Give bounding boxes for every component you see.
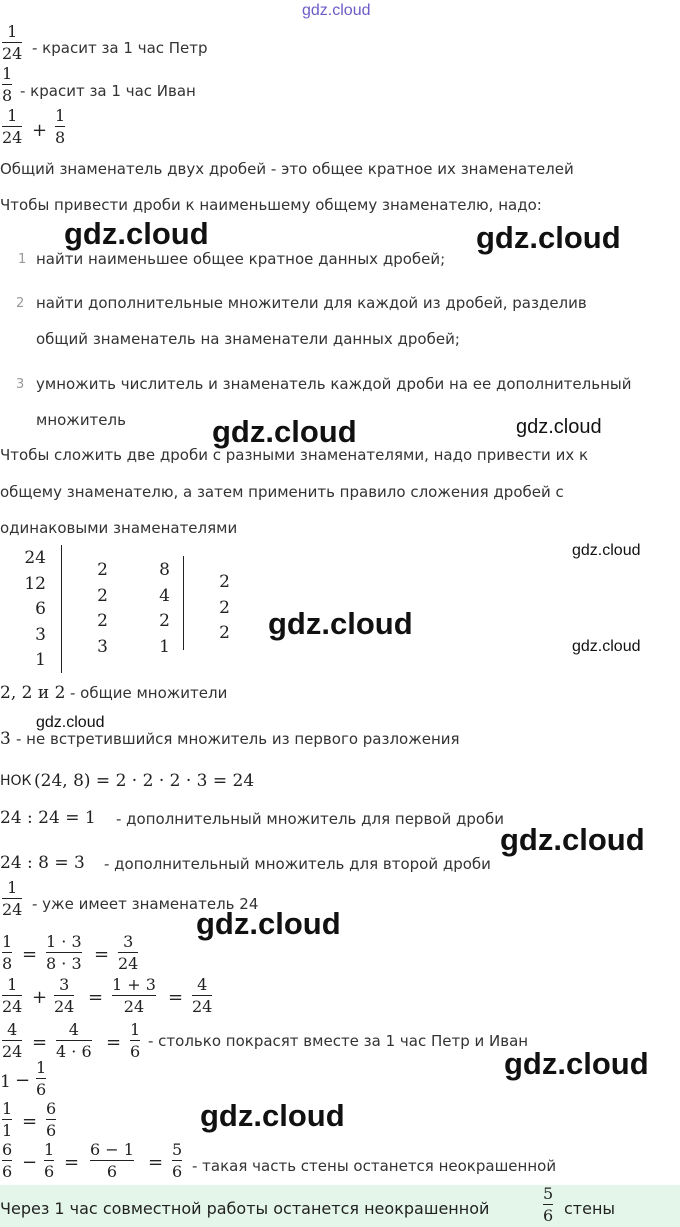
fraction: 1 · 3 8 · 3 bbox=[46, 932, 82, 973]
multiplier-1-text: - дополнительный множитель для первой дроби bbox=[116, 810, 505, 828]
fraction: 1 24 bbox=[2, 878, 23, 919]
watermark: gdz.cloud bbox=[196, 906, 341, 941]
plus-sign: + bbox=[32, 987, 48, 1008]
equals-sign: = bbox=[88, 987, 104, 1008]
equals-sign: = bbox=[94, 944, 110, 965]
step-text: найти дополнительные множители для каждой из дробей, разделив bbox=[36, 294, 587, 312]
step-text-continued: множитель bbox=[36, 411, 126, 429]
fraction: 6 − 1 6 bbox=[90, 1140, 134, 1181]
watermark: gdz.cloud bbox=[200, 1098, 345, 1133]
sum-fraction-b: 1 8 bbox=[55, 106, 66, 147]
step-number: 3 bbox=[16, 377, 25, 392]
fraction: 4 24 bbox=[192, 975, 213, 1016]
step-number: 2 bbox=[16, 296, 25, 311]
has-denominator-text: - уже имеет знаменатель 24 bbox=[32, 895, 259, 913]
watermark: gdz.cloud bbox=[64, 216, 209, 251]
watermark: gdz.cloud bbox=[476, 220, 621, 255]
equals-sign: = bbox=[148, 1152, 164, 1173]
equals-sign: = bbox=[22, 944, 38, 965]
fraction: 1 6 bbox=[44, 1140, 55, 1181]
watermark: gdz.cloud bbox=[268, 606, 413, 641]
plus-sign: + bbox=[32, 120, 48, 141]
step-text: найти наименьшее общее кратное данных дробей; bbox=[36, 250, 446, 268]
fraction-ivan: 1 8 bbox=[2, 64, 13, 105]
watermark: gdz.cloud bbox=[572, 638, 641, 655]
minus-sign: − bbox=[22, 1152, 38, 1173]
answer-text: Через 1 час совместной работы останется неокрашенной bbox=[0, 1199, 490, 1218]
factor-column-divisors-8: 2 2 2 bbox=[219, 572, 230, 644]
table-divider bbox=[183, 556, 184, 650]
answer-text-end: стены bbox=[564, 1199, 616, 1218]
fraction: 1 1 bbox=[2, 1099, 13, 1140]
multiplier-1-expression: 24 : 24 = 1 bbox=[0, 808, 96, 828]
table-divider bbox=[61, 545, 62, 673]
step-text-continued: общий знаменатель на знаменатели данных дробей; bbox=[36, 330, 460, 348]
equals-sign: = bbox=[106, 1032, 122, 1053]
watermark: gdz.cloud bbox=[504, 1046, 649, 1081]
fraction: 5 6 bbox=[172, 1140, 183, 1181]
extra-factor-text: - не встретившийся множитель из первого разложения bbox=[16, 730, 460, 748]
step-text: умножить числитель и знаменатель каждой дроби на ее дополнительный bbox=[36, 375, 632, 393]
factor-column-24: 24 12 6 3 1 bbox=[24, 548, 46, 671]
watermark: gdz.cloud bbox=[500, 822, 645, 857]
fraction: 1 6 bbox=[36, 1058, 47, 1099]
common-factors-text: - общие множители bbox=[70, 684, 228, 702]
factor-column-divisors-24: 2 2 2 3 bbox=[97, 560, 108, 657]
fraction: 1 + 3 24 bbox=[112, 975, 156, 1016]
fraction: 4 24 bbox=[2, 1020, 23, 1061]
lcm-label: НОК bbox=[0, 773, 32, 789]
multiplier-2-expression: 24 : 8 = 3 bbox=[0, 853, 85, 873]
fraction-petr: 1 24 bbox=[2, 22, 23, 63]
answer-fraction: 5 6 bbox=[543, 1184, 554, 1225]
fraction: 1 24 bbox=[2, 975, 23, 1016]
one: 1 bbox=[0, 1072, 11, 1092]
fraction: 1 6 bbox=[130, 1020, 141, 1061]
sum-fraction-a: 1 24 bbox=[2, 106, 23, 147]
fraction: 3 24 bbox=[118, 932, 139, 973]
watermark: gdz.cloud bbox=[36, 714, 105, 731]
equals-sign: = bbox=[32, 1032, 48, 1053]
equals-sign: = bbox=[64, 1152, 80, 1173]
watermark-top: gdz.cloud bbox=[302, 2, 371, 19]
together-text: - столько покрасят вместе за 1 час Петр и Иван bbox=[148, 1032, 529, 1050]
equals-sign: = bbox=[168, 987, 184, 1008]
factor-column-8: 8 4 2 1 bbox=[159, 560, 170, 657]
unpainted-text: - такая часть стены останется неокрашенной bbox=[192, 1157, 557, 1175]
fraction: 6 6 bbox=[2, 1140, 13, 1181]
watermark: gdz.cloud bbox=[212, 414, 357, 449]
fraction: 1 8 bbox=[2, 932, 13, 973]
common-factors: 2, 2 и 2 bbox=[0, 683, 66, 703]
add-rule-line: одинаковыми знаменателями bbox=[0, 519, 238, 537]
minus-sign: − bbox=[15, 1070, 31, 1091]
step-number: 1 bbox=[18, 252, 27, 267]
watermark: gdz.cloud bbox=[516, 416, 602, 438]
watermark: gdz.cloud bbox=[572, 542, 641, 559]
reduce-rule-heading: Чтобы привести дроби к наименьшему общему знаменателю, надо: bbox=[0, 196, 542, 214]
fraction: 4 4 · 6 bbox=[56, 1020, 92, 1061]
multiplier-2-text: - дополнительный множитель для второй дроби bbox=[104, 855, 491, 873]
fraction: 3 24 bbox=[54, 975, 75, 1016]
common-denominator-definition: Общий знаменатель двух дробей - это общее кратное их знаменателей bbox=[0, 160, 574, 178]
equals-sign: = bbox=[22, 1111, 38, 1132]
lcm-expression: (24, 8) = 2 · 2 · 2 · 3 = 24 bbox=[34, 771, 255, 791]
fraction: 6 6 bbox=[46, 1099, 57, 1140]
add-rule-line: общему знаменателю, а затем применить правило сложения дробей с bbox=[0, 483, 564, 501]
ivan-rate-text: - красит за 1 час Иван bbox=[20, 82, 196, 100]
extra-factor: 3 bbox=[0, 729, 11, 749]
petr-rate-text: - красит за 1 час Петр bbox=[32, 39, 208, 57]
add-rule-line: Чтобы сложить две дроби с разными знаменателями, надо привести их к bbox=[0, 446, 589, 464]
